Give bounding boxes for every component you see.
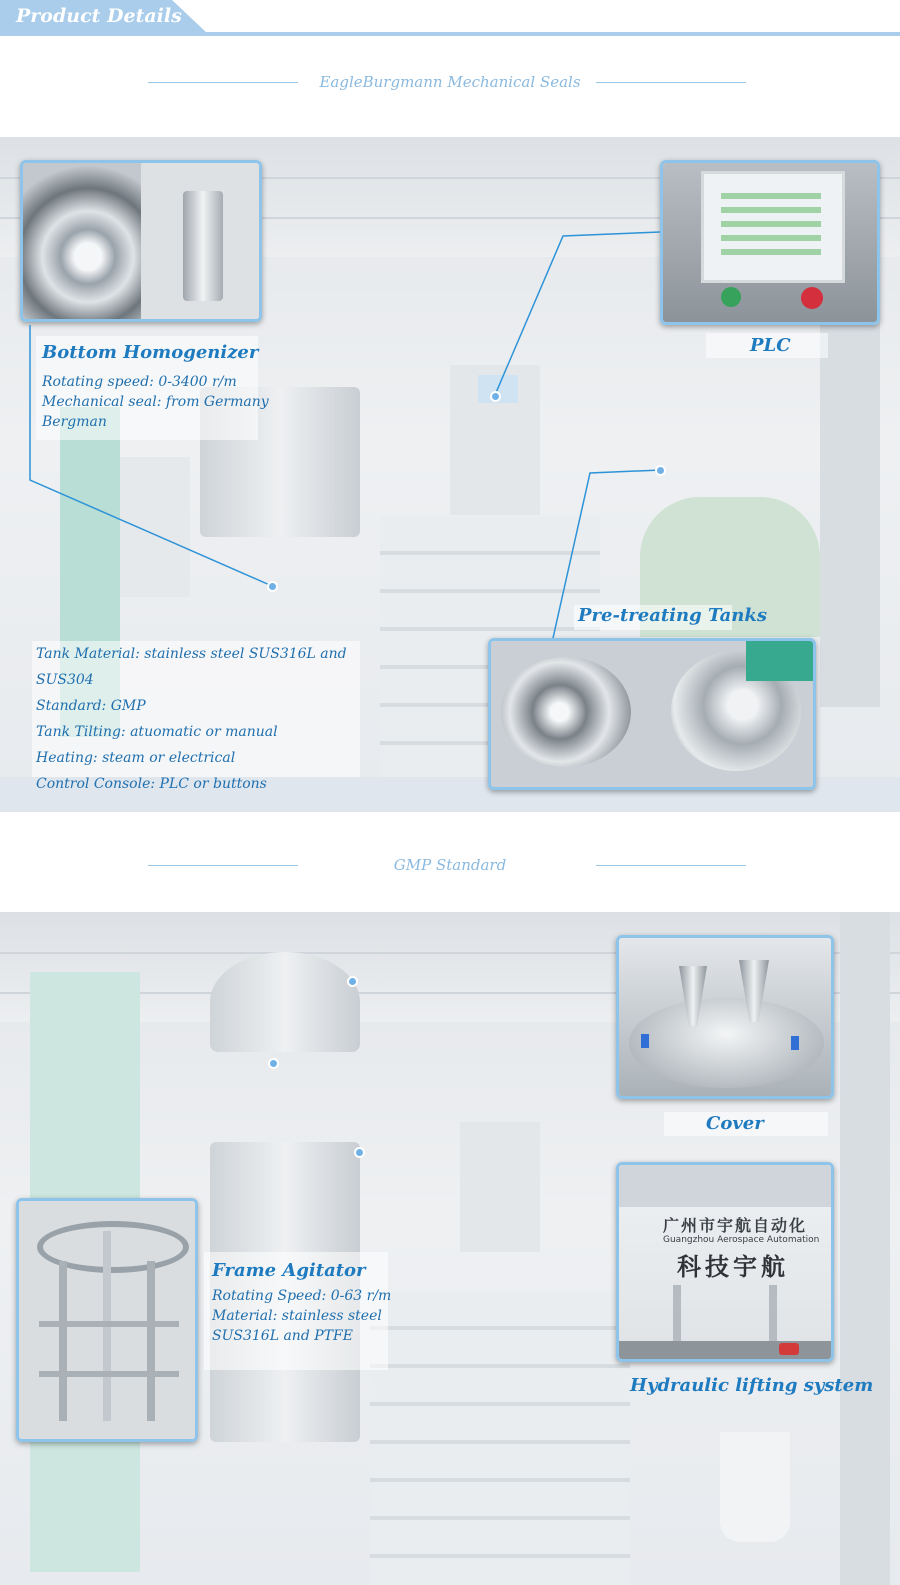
hydraulic-photo — [616, 1162, 834, 1362]
hotspot-cover[interactable] — [347, 976, 358, 987]
spec-control-console: Control Console: PLC or buttons — [36, 776, 267, 792]
cover-photo — [616, 935, 834, 1099]
spec-standard: Standard: GMP — [36, 698, 146, 714]
homogenizer-seal: Mechanical seal: from Germany — [42, 394, 269, 410]
spec-list — [32, 641, 360, 792]
hotspot-homogenizer[interactable] — [267, 581, 278, 592]
hotspot-plc[interactable] — [490, 391, 501, 402]
agitator-speed: Rotating Speed: 0-63 r/m — [212, 1288, 392, 1304]
spec-tank-material: Tank Material: stainless steel SUS316L and SUS304 — [36, 646, 347, 688]
agitator-material: Material: stainless steel — [212, 1308, 382, 1324]
agitator-label: Frame Agitator — [212, 1260, 366, 1281]
page-title: Product Details — [16, 5, 182, 27]
homogenizer-label: Bottom Homogenizer — [42, 342, 259, 363]
section-divider-left-2 — [148, 865, 298, 866]
tank-lid — [210, 952, 360, 1052]
hotspot-pretreating[interactable] — [655, 465, 666, 476]
signage-english: Guangzhou Aerospace Automation — [663, 1235, 820, 1245]
agitator-details — [212, 1286, 391, 1346]
hotspot-hydraulic[interactable] — [354, 1147, 365, 1158]
homogenizer-speed: Rotating speed: 0-3400 r/m — [42, 374, 237, 390]
signage-chinese: 广州市宇航自动化 — [663, 1216, 808, 1235]
homogenizer-seal-brand: Bergman — [42, 414, 107, 430]
agitator-photo — [16, 1198, 198, 1442]
spec-tank-tilting: Tank Tilting: atuomatic or manual — [36, 724, 278, 740]
section-title-seals: EagleBurgmann Mechanical Seals — [319, 73, 581, 91]
section-title-gmp: GMP Standard — [393, 856, 507, 874]
hotspot-agitator[interactable] — [268, 1058, 279, 1069]
spec-heating: Heating: steam or electrical — [36, 750, 236, 766]
stairs-2 — [370, 1292, 630, 1585]
pretreating-label: Pre-treating Tanks — [578, 605, 767, 626]
hydraulic-label: Hydraulic lifting system — [630, 1375, 874, 1396]
homogenizer-details — [42, 372, 269, 432]
cover-label: Cover — [706, 1113, 764, 1134]
plc-label: PLC — [750, 335, 791, 356]
agitator-material-grade: SUS316L and PTFE — [212, 1328, 353, 1344]
section-divider-right-2 — [596, 865, 746, 866]
signage-chinese-large: 科技宇航 — [677, 1253, 789, 1281]
